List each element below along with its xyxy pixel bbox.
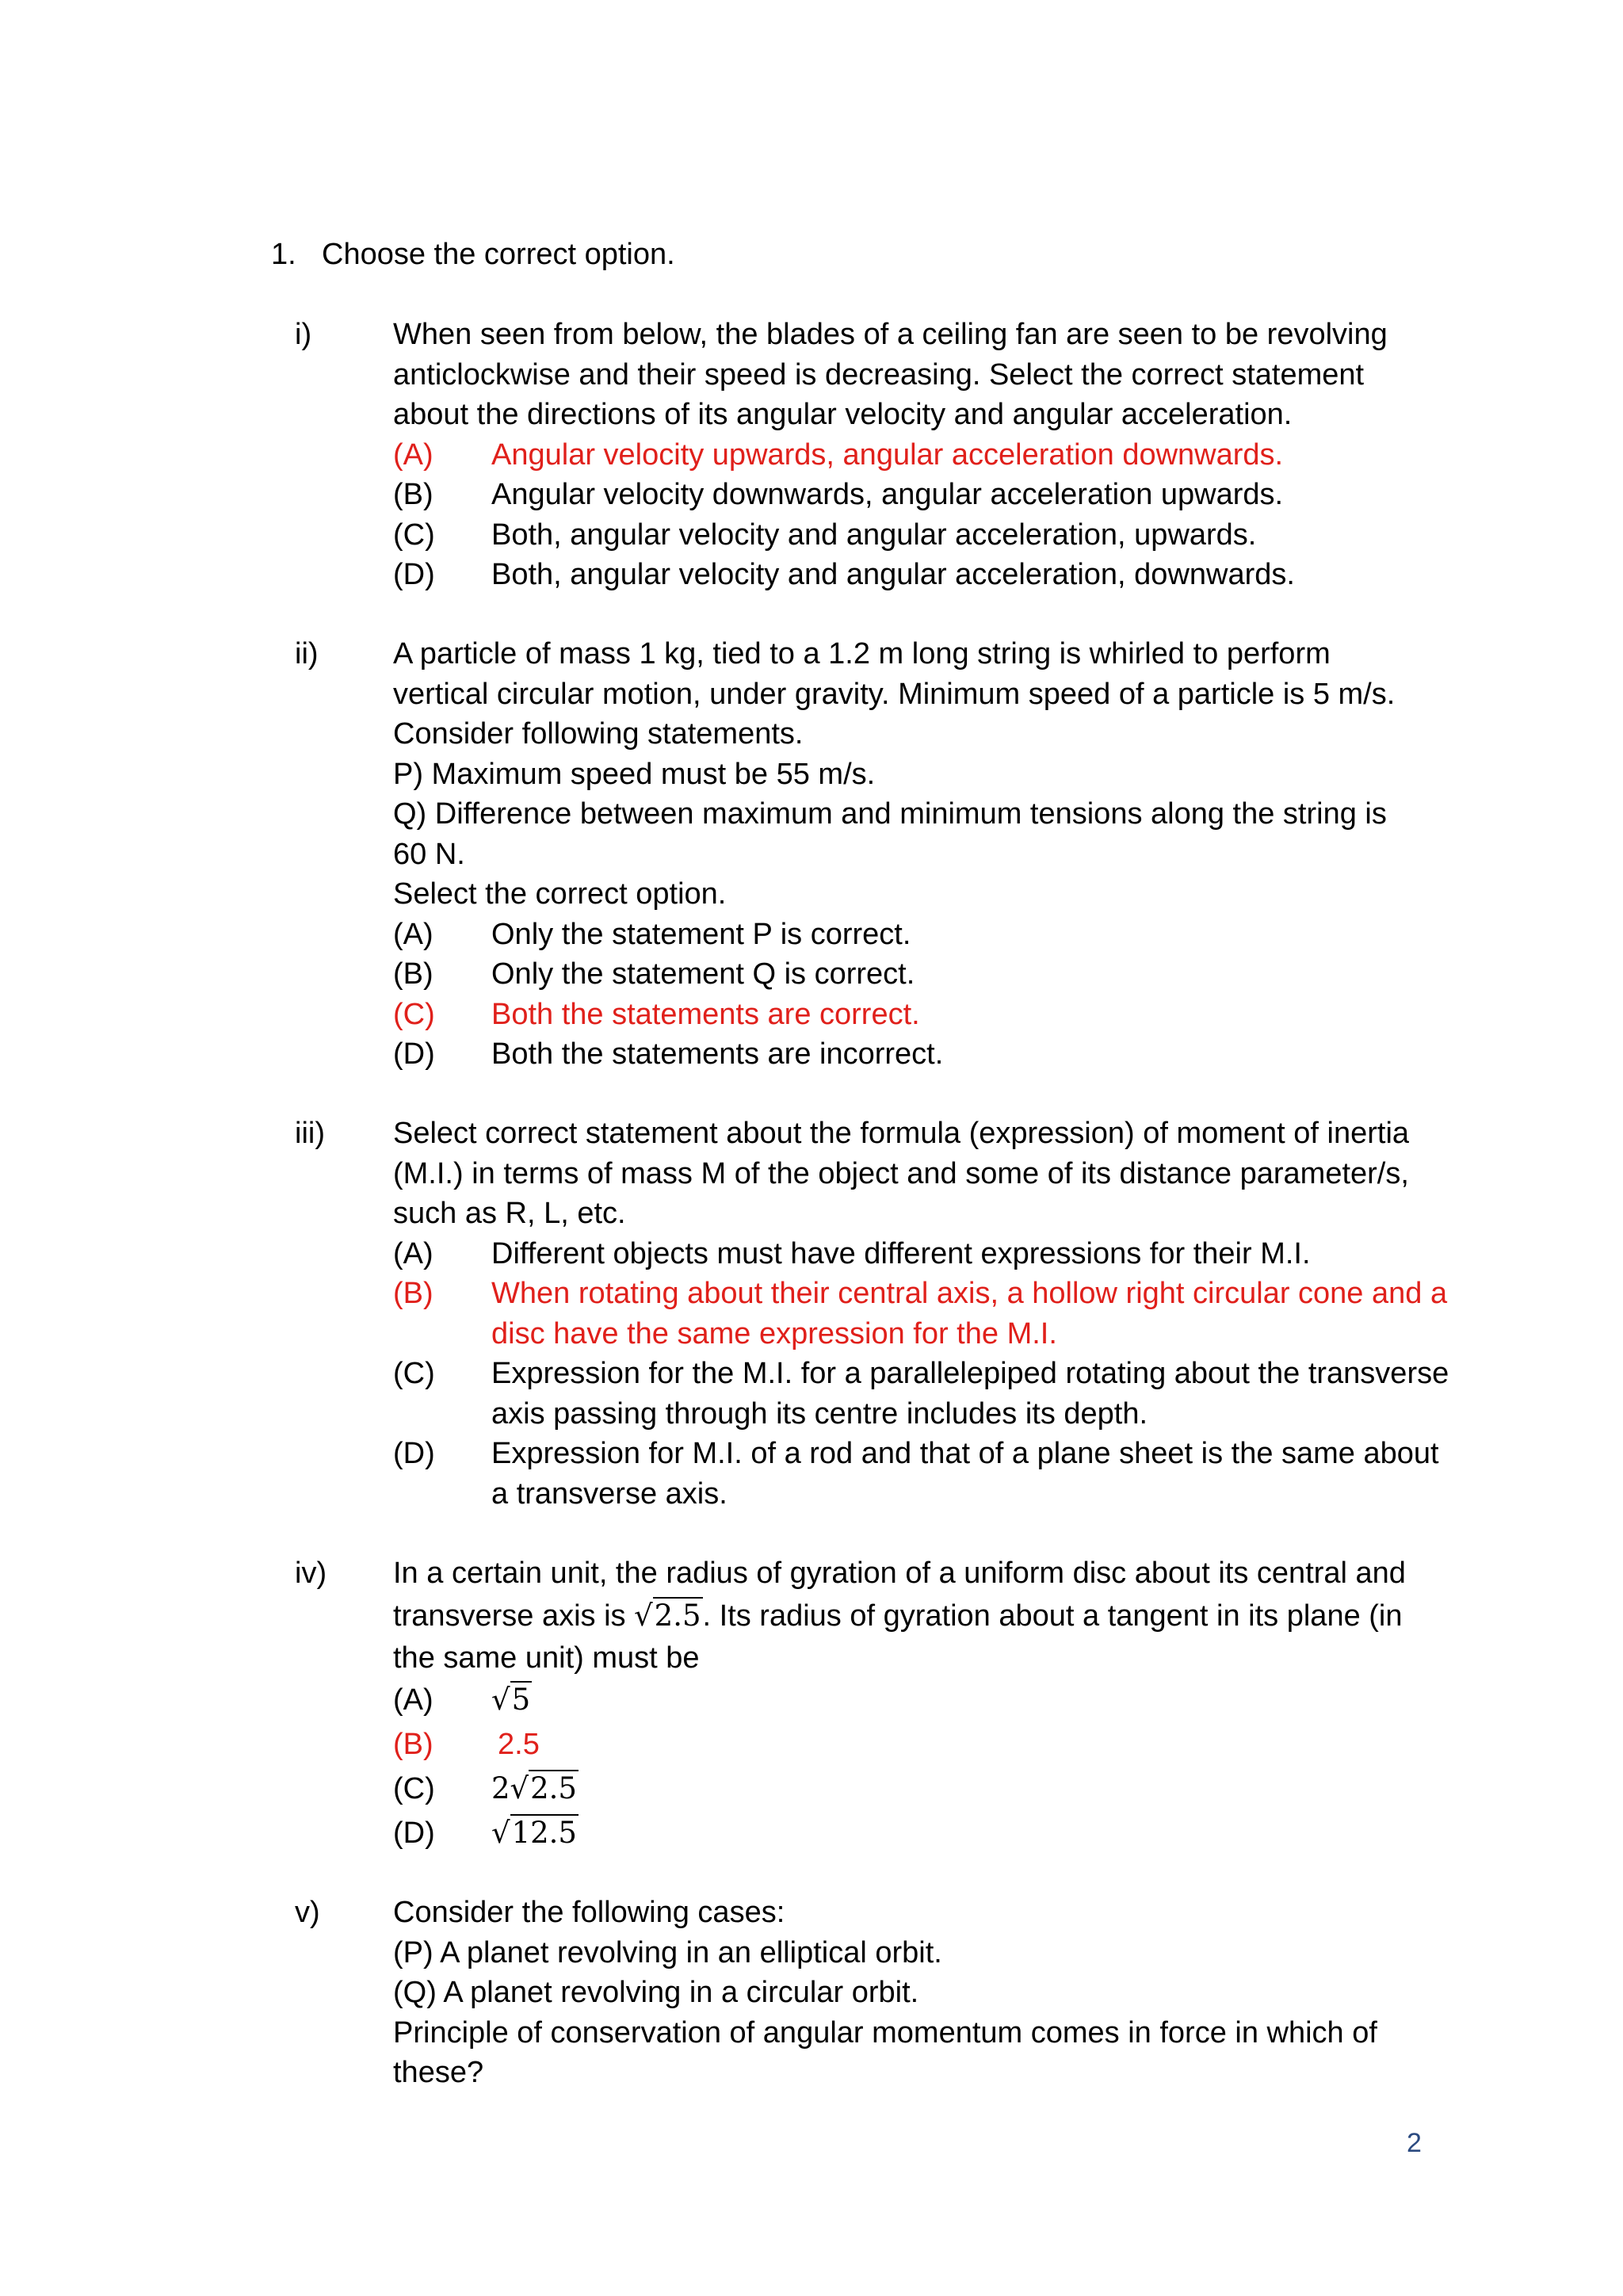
option-c bbox=[393, 1354, 1452, 1434]
section-title: Choose the correct option. bbox=[322, 238, 675, 271]
option-b-correct bbox=[393, 1722, 1452, 1767]
question-stem-line: When seen from below, the blades of a ceiling fan are seen to be revolving bbox=[393, 318, 1388, 351]
sqrt-expression: √12.5 bbox=[491, 1816, 577, 1850]
option-text: Expression for M.I. of a rod and that of a plane sheet is the same about a transverse axis. bbox=[491, 1437, 1439, 1511]
option-a bbox=[393, 915, 1452, 955]
stem-text: transverse axis is bbox=[393, 1599, 635, 1633]
option-label: (A) bbox=[393, 1683, 433, 1717]
question-stem-line: Principle of conservation of angular momentum comes in force in which of bbox=[393, 2015, 1377, 2050]
option-c bbox=[393, 1767, 1452, 1811]
question-stem-line: such as R, L, etc. bbox=[393, 1197, 626, 1230]
stem-text: . Its radius of gyration about a tangent in its plane (in bbox=[702, 1599, 1403, 1633]
option-label: (B) bbox=[393, 478, 433, 511]
option-label: (B) bbox=[393, 1728, 433, 1761]
option-c-correct bbox=[393, 995, 1452, 1035]
option-text: Angular velocity upwards, angular acceleration downwards. bbox=[491, 437, 1284, 472]
question-stem-line: (M.I.) in terms of mass M of the object and some of its distance parameter/s, bbox=[393, 1156, 1409, 1190]
question-number: v) bbox=[295, 1896, 320, 1929]
option-label: (B) bbox=[393, 1277, 433, 1310]
case-p: (P) A planet revolving in an elliptical orbit. bbox=[393, 1935, 942, 1969]
option-a bbox=[393, 1678, 1452, 1722]
option-d bbox=[393, 1034, 1452, 1075]
question-number: iv) bbox=[295, 1557, 327, 1590]
question-i bbox=[295, 315, 1452, 595]
question-iii bbox=[295, 1114, 1452, 1514]
option-text: Different objects must have different expressions for their M.I. bbox=[491, 1236, 1311, 1270]
statement-q: Q) Difference between maximum and minimum tensions along the string is bbox=[393, 797, 1387, 831]
radicand: 2.5 bbox=[654, 1598, 701, 1633]
option-label: (B) bbox=[393, 957, 433, 991]
coefficient: 2 bbox=[491, 1771, 510, 1805]
option-text: Both, angular velocity and angular acceleration, downwards. bbox=[491, 558, 1295, 591]
option-label: (A) bbox=[393, 437, 433, 472]
option-d bbox=[393, 555, 1452, 595]
page-number: 2 bbox=[1407, 2128, 1422, 2158]
option-c bbox=[393, 515, 1452, 556]
option-label: (C) bbox=[393, 1772, 435, 1805]
option-label: (C) bbox=[393, 997, 435, 1031]
option-text: Both the statements are correct. bbox=[491, 997, 920, 1031]
option-text: Expression for the M.I. for a parallelepiped rotating about the transverse axis passing through its centre includes its depth. bbox=[491, 1357, 1449, 1431]
sqrt-expression: √2.5 bbox=[634, 1598, 701, 1633]
question-stem-line: Consider following statements. bbox=[393, 717, 804, 751]
case-q: (Q) A planet revolving in a circular orbit. bbox=[393, 1976, 919, 2009]
option-text: Only the statement Q is correct. bbox=[491, 957, 915, 991]
question-stem-line: Select correct statement about the formula (expression) of moment of inertia bbox=[393, 1117, 1410, 1150]
question-stem-line: anticlockwise and their speed is decreasing. Select the correct statement bbox=[393, 357, 1365, 392]
question-iv bbox=[295, 1553, 1452, 1855]
option-b-correct bbox=[393, 1274, 1452, 1354]
section-heading bbox=[271, 235, 675, 274]
sqrt-expression: √5 bbox=[491, 1683, 531, 1717]
question-stem-line: In a certain unit, the radius of gyration of a uniform disc about its central and bbox=[393, 1557, 1406, 1590]
option-text: Angular velocity downwards, angular acceleration upwards. bbox=[491, 478, 1284, 511]
section-number: 1. bbox=[271, 238, 296, 271]
option-label: (C) bbox=[393, 1357, 435, 1390]
option-label: (C) bbox=[393, 518, 435, 552]
radicand: 5 bbox=[511, 1683, 531, 1717]
option-label: (D) bbox=[393, 1037, 435, 1071]
question-stem-line: the same unit) must be bbox=[393, 1641, 700, 1675]
option-b bbox=[393, 954, 1452, 995]
option-text: Both the statements are incorrect. bbox=[491, 1037, 944, 1071]
question-v bbox=[295, 1893, 1452, 2093]
option-a-correct bbox=[393, 435, 1452, 476]
question-stem-line: 60 N. bbox=[393, 837, 465, 871]
statement-p: P) Maximum speed must be 55 m/s. bbox=[393, 757, 876, 791]
question-stem-line: about the directions of its angular velocity and angular acceleration. bbox=[393, 398, 1293, 431]
option-label: (A) bbox=[393, 1236, 433, 1270]
sqrt-expression: √2.5 bbox=[510, 1771, 577, 1805]
question-ii bbox=[295, 634, 1452, 1075]
question-stem-line bbox=[393, 1594, 1452, 1638]
question-number: iii) bbox=[295, 1117, 325, 1150]
option-text: Only the statement P is correct. bbox=[491, 917, 911, 951]
option-label: (D) bbox=[393, 1437, 435, 1470]
option-d bbox=[393, 1811, 1452, 1855]
question-stem-line: A particle of mass 1 kg, tied to a 1.2 m long string is whirled to perform bbox=[393, 637, 1331, 670]
question-stem-line: these? bbox=[393, 2056, 484, 2089]
option-text: When rotating about their central axis, a hollow right circular cone and a disc have the same expression for the M.I. bbox=[491, 1277, 1448, 1350]
option-text: 2.5 bbox=[498, 1728, 540, 1761]
option-b bbox=[393, 475, 1452, 515]
question-number: i) bbox=[295, 318, 312, 351]
option-label: (D) bbox=[393, 558, 435, 591]
option-a bbox=[393, 1234, 1452, 1274]
option-label: (D) bbox=[393, 1817, 435, 1850]
option-text: Both, angular velocity and angular acceleration, upwards. bbox=[491, 518, 1257, 552]
radicand: 2.5 bbox=[530, 1771, 577, 1805]
question-stem-line: vertical circular motion, under gravity. Minimum speed of a particle is 5 m/s. bbox=[393, 677, 1396, 711]
question-stem-line: Consider the following cases: bbox=[393, 1896, 785, 1929]
question-stem-line: Select the correct option. bbox=[393, 877, 727, 911]
option-d bbox=[393, 1434, 1452, 1514]
radicand: 12.5 bbox=[511, 1816, 577, 1850]
option-label: (A) bbox=[393, 917, 433, 951]
question-number: ii) bbox=[295, 637, 319, 670]
